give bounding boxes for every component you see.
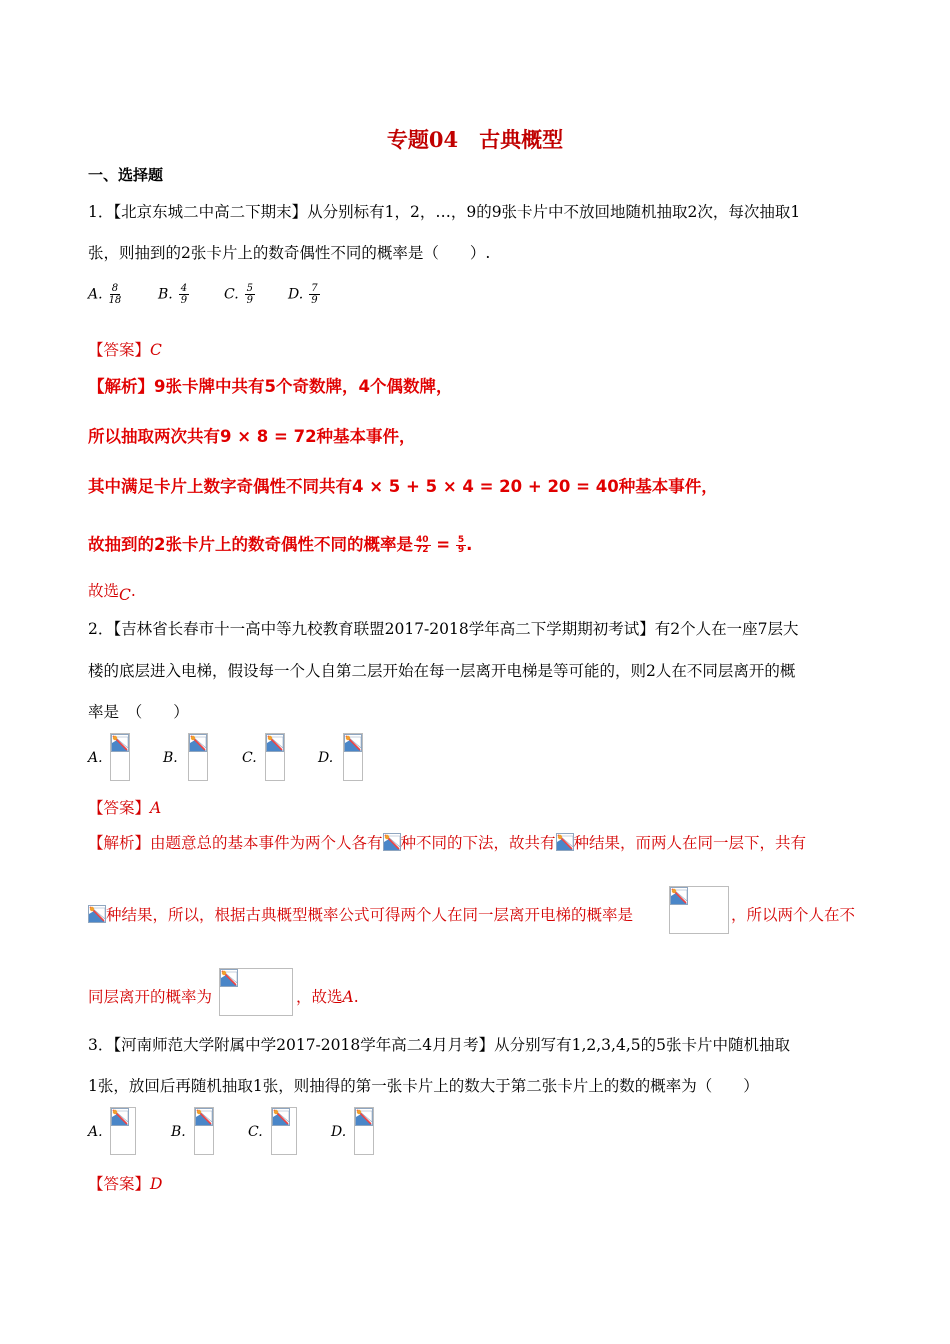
- q2-analysis-line2-end: ，所以两个人在不: [731, 906, 856, 924]
- q2-answer: 【答案】A: [88, 799, 162, 817]
- q2-option-d-image: [343, 733, 363, 781]
- broken-image-icon: [220, 969, 238, 987]
- q1-option-c: C. $\frac{5}{9}$: [224, 283, 254, 306]
- broken-image-icon: [88, 905, 106, 923]
- q3-option-d-label: D.: [331, 1124, 347, 1140]
- broken-image-icon: [272, 1108, 290, 1126]
- q1-option-a: A. $\frac{8}{18}$: [88, 283, 122, 306]
- broken-image-icon: [266, 734, 284, 752]
- q2-option-c-image: [265, 733, 285, 781]
- page-title: 专题04 古典概型: [386, 127, 564, 152]
- q3-option-d-image: [354, 1107, 374, 1155]
- broken-image-icon: [344, 734, 362, 752]
- q2-analysis-line2: 种结果，所以，根据古典概型概率公式可得两个人在同一层离开电梯的概率是: [88, 903, 633, 925]
- broken-image-icon: [189, 734, 207, 752]
- broken-image-icon: [556, 833, 574, 851]
- q3-option-c-label: C.: [248, 1124, 263, 1140]
- q2-option-a-label: A.: [88, 750, 103, 766]
- q1-analysis-line2: 所以抽取两次共有9 × 8 = 72种基本事件，: [88, 427, 416, 446]
- q3-option-b-label: B.: [171, 1124, 186, 1140]
- q2-option-b-label: B.: [163, 750, 178, 766]
- q2-stem-line3: 率是 （ ）: [88, 703, 189, 721]
- q1-stem-line2: 张，则抽到的2张卡片上的数奇偶性不同的概率是（ ）.: [88, 244, 491, 262]
- q1-answer: 【答案】C: [88, 341, 162, 359]
- q1-stem-line1: 1．【北京东城二中高二下期末】从分别标有1，2，…，9的9张卡片中不放回地随机抽取2次，每次抽取1: [88, 203, 801, 221]
- section-heading: 一、选择题: [88, 166, 164, 184]
- q2-stem-line2: 楼的底层进入电梯，假设每一个人自第二层开始在每一层离开电梯是等可能的，则2人在不同层离开的概: [88, 662, 796, 680]
- broken-image-icon: [111, 1108, 129, 1126]
- broken-image-icon: [355, 1108, 373, 1126]
- broken-image-icon: [111, 734, 129, 752]
- q3-option-a-label: A.: [88, 1124, 103, 1140]
- q1-analysis-line4: 故抽到的2张卡片上的数奇偶性不同的概率是 $\frac{40}{72}$ = $\frac{5}{9}$ .: [88, 535, 473, 555]
- q2-analysis-line3: 同层离开的概率为: [88, 988, 213, 1006]
- broken-image-icon: [383, 833, 401, 851]
- q2-stem-line1: 2．【吉林省长春市十一高中等九校教育联盟2017-2018学年高二下学期期初考试】有2个人在一座7层大: [88, 620, 799, 638]
- q3-stem-line1: 3．【河南师范大学附属中学2017-2018学年高二4月月考】从分别写有1,2,3,4,5的5张卡片中随机抽取: [88, 1036, 790, 1054]
- q1-analysis-line3: 其中满足卡片上数字奇偶性不同共有4 × 5 + 5 × 4 = 20 + 20 = 40种基本事件，: [88, 477, 718, 496]
- broken-image-icon: [670, 887, 688, 905]
- q2-option-a-image: [110, 733, 130, 781]
- q3-option-b-image: [194, 1107, 214, 1155]
- q1-conclusion: 故选C.: [88, 582, 136, 604]
- broken-image-icon: [195, 1108, 213, 1126]
- q3-option-c-image: [271, 1107, 297, 1155]
- q2-analysis-line3-end: ，故选A.: [296, 988, 359, 1006]
- q2-option-d-label: D.: [318, 750, 334, 766]
- q2-option-b-image: [188, 733, 208, 781]
- q2-option-c-label: C.: [242, 750, 257, 766]
- q2-analysis-line1: 【解析】由题意总的基本事件为两个人各有 种不同的下法，故共有 种结果，而两人在同一层下，共有: [88, 834, 807, 852]
- q3-answer: 【答案】D: [88, 1175, 163, 1193]
- q1-option-b: B. $\frac{4}{9}$: [158, 283, 188, 306]
- q3-stem-line2: 1张，放回后再随机抽取1张，则抽得的第一张卡片上的数大于第二张卡片上的数的概率为（ ）: [88, 1077, 759, 1095]
- q2-analysis-image-2: [219, 968, 293, 1016]
- q2-analysis-image-1: [669, 886, 729, 934]
- q3-option-a-image: [110, 1107, 136, 1155]
- q1-analysis-line1: 【解析】9张卡牌中共有5个奇数牌，4个偶数牌，: [88, 377, 453, 396]
- q1-option-d: D. $\frac{7}{9}$: [288, 283, 318, 306]
